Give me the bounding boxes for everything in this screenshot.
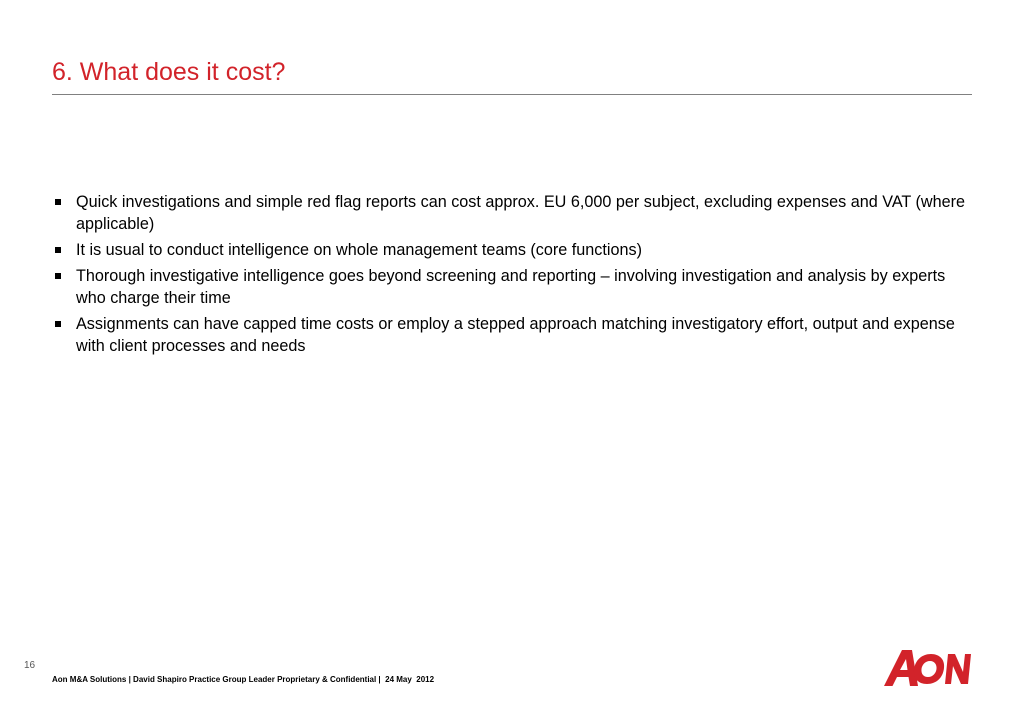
logo-letter-o — [914, 654, 944, 684]
list-item — [55, 191, 965, 235]
bullet-text: Assignments can have capped time costs or employ a stepped approach matching investigatory effort, output and expense with client processes and needs — [76, 315, 955, 355]
bullet-text: It is usual to conduct intelligence on whole management teams (core functions) — [76, 241, 642, 259]
list-item — [55, 265, 965, 309]
square-bullet-icon — [55, 273, 61, 279]
bullet-text: Quick investigations and simple red flag reports can cost approx. EU 6,000 per subject, excluding expenses and VAT (where applicable) — [76, 193, 965, 233]
page-number: 16 — [24, 660, 36, 671]
square-bullet-icon — [55, 247, 61, 253]
aon-logo — [882, 648, 972, 688]
square-bullet-icon — [55, 199, 61, 205]
logo-letter-a — [884, 650, 918, 686]
title-divider — [52, 94, 972, 95]
bullet-text: Thorough investigative intelligence goes beyond screening and reporting – involving investigation and analysis by experts who charge their time — [76, 267, 946, 307]
logo-letter-n — [945, 654, 971, 684]
footer-text: Aon M&A Solutions | David Shapiro Practice Group Leader Proprietary & Confidential | 24 May 2012 — [52, 675, 435, 684]
list-item — [55, 239, 965, 261]
square-bullet-icon — [55, 321, 61, 327]
bullet-list — [55, 191, 965, 361]
list-item — [55, 313, 965, 357]
slide-title: 6. What does it cost? — [52, 58, 286, 86]
